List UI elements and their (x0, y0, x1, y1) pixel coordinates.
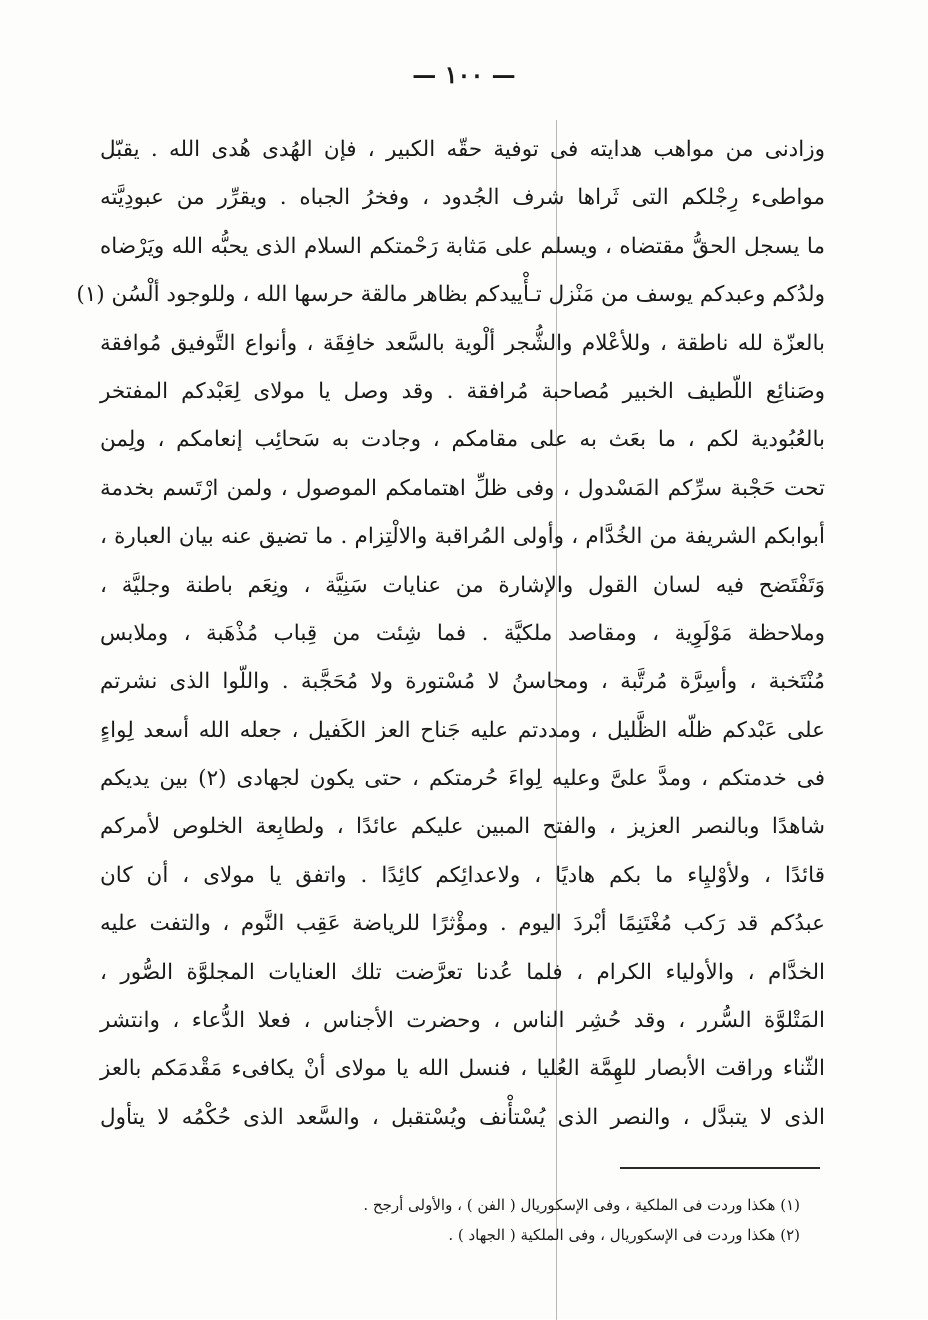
text-line: الخدَّام ، والأولياء الكرام ، فلما عُدنا تعرَّضت تلك العنايات المجلوَّة الصُّور ، (100, 959, 825, 985)
text-line: مُنْتَخبة ، وأسِرَّة مُرتَّبة ، ومحاسنُ لا مُسْتورة ولا مُحَجَّبة . واللّوا الذى نشرتم (100, 669, 825, 695)
text-line: الثّناء وراقت الأبصار للهِمَّة العُليا ، فنسل الله يا مولاى أنْ يكافىء مَقْدمَكم بالعز (100, 1056, 825, 1082)
text-line: وصَنائِع اللّطيف الخبير مُصاحبة مُرافقة . وقد وصل يا مولاى لِعَبْدكم المفتخر (100, 378, 825, 404)
text-line: تحت حَجْبة سرِّكم المَسْدول ، وفى ظلِّ اهتمامكم الموصول ، ولمن ارْتَسم بخدمة (100, 475, 825, 501)
text-line: بالعُبُودية لكم ، ما بعَث به على مقامكم ، وجادت به سَحائِب إنعامكم ، ولِمن (100, 427, 825, 453)
text-line: قائدًا ، ولأوْليِاء ما بكم هاديًا ، ولاعدائِكم كائِدًا . واتفق يا مولاى ، أن كان (100, 862, 825, 888)
text-line: ولدُكم وعبدكم يوسف من مَنْزل تـأْييدكم بظاهر مالقة حرسها الله ، وللوجود ألْسُن (١) (76, 282, 825, 308)
text-line: المَتْلوَّة السُّرر ، وقد حُشِر الناس ، وحضرت الأجناس ، فعلا الدُّعاء ، وانتشر (100, 1008, 825, 1034)
text-line: الذى لا يتبدَّل ، والنصر الذى يُسْتأْنف ويُسْتقبل ، والسَّعد الذى حُكْمُه لا يتأول (100, 1104, 825, 1130)
body-text (76, 126, 825, 1142)
text-line: على عَبْدكم ظلّه الظَّليل ، ومددتم عليه جَناح العز الكَفيل ، جعله الله أسعد لِواءٍ (100, 717, 825, 743)
text-line: ما يسجل الحقُّ مقتضاه ، ويسلم على مَثابة رَحْمتكم السلام الذى يحبُّه الله ويَرْضاه (100, 233, 825, 259)
text-line: وزادنى من مواهب هدايته فى توفية حقّه الكبير ، فإن الهُدى هُدى الله . يقبّل (100, 137, 825, 162)
footnote-1: (١) هكذا وردت فى الملكية ، وفى الإسكوريال ( الفن ) ، والأولى أرجح . (363, 1196, 800, 1214)
text-line: وَتَفْتَضح فيه لسان القول والإشارة من عنايات سَنِيَّة ، ونِعَم باطنة وجليَّة ، (100, 572, 825, 598)
page-number: — ١٠٠ — (412, 60, 516, 89)
text-line: شاهدًا وبالنصر العزيز ، والفتح المبين عليكم عائدًا ، ولطابِعة الخلوص لأمركم (100, 814, 825, 840)
text-line: مواطىء رِجْلكم التى ثَراها شرف الجُدود ، وفخرُ الجباه . ويقرِّر من عبودِيَّته (100, 185, 825, 211)
footnote-2: (٢) هكذا وردت فى الإسكوريال ، وفى الملكية ( الجهاد ) . (448, 1226, 800, 1244)
text-line: عبدُكم قد رَكب مُغْتَنِمًا أبْردَ اليوم . ومؤْثرًا للرياضة عَقِب النَّوم ، والتفت عليه (100, 911, 825, 937)
text-line: أبوابكم الشريفة من الخُدَّام ، وأولى المُراقبة والالْتِزام . ما تضيق عنه بيان العبارة ، (100, 524, 825, 550)
footnotes (300, 1190, 800, 1250)
text-line: وملاحظة مَوْلَوِية ، ومقاصد ملكيَّة . فما شِئت من قِباب مُذْهَبة ، وملابس (100, 620, 825, 646)
footnote-divider (620, 1167, 820, 1169)
text-line: فى خدمتكم ، ومدَّ علىَّ وعليه لِواءَ حُرمتكم ، حتى يكون لجهادى (٢) بين يديكم (100, 766, 825, 792)
text-line: بالعزّة لله ناطقة ، وللأعْلام والشُّجر ألْوية بالسَّعد خافِقَة ، وأنواع التَّوفيق مُوافقة (100, 330, 825, 356)
